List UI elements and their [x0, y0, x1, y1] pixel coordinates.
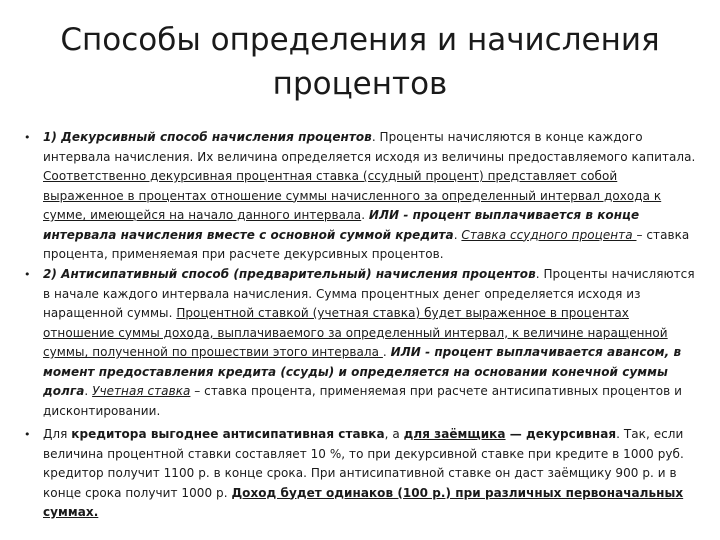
heading-decursive: 1) Декурсивный способ начисления процентов: [43, 130, 372, 144]
bullet-text-anticipative: 2) Антисипативный способ (предварительный) начисления процентов. Проценты начисляются в начале каждого интервала начисления. Сумма процентных денег определяется исходя из наращенной суммы. Процентной ставкой (учетная ставка) будет выраженное в процентах отношение суммы дохода, выплачиваемого за определенный интервал, к величине наращенной суммы, полученной по прошествии этого интервала . ИЛИ - процент выплачивается авансом, в момент предоставления кредита (ссуды) и определяется на основании конечной суммы долга. Учетная ставка – ставка процента, применяемая при расчете антисипативных процентов и дисконтировании.: [43, 267, 695, 418]
for-borrower: для заёмщика: [403, 427, 506, 441]
term-loan-interest-rate: Ставка ссудного процента: [461, 227, 637, 242]
term-discount-rate: Учетная ставка: [92, 384, 191, 398]
definition-discount-rate: Процентной ставкой (учетная ставка) будет выраженное в процентах отношение суммы дохода, выплачиваемого за определенный интервал, к величине наращенной суммы, полученной по прошествии этого интервала: [43, 306, 668, 359]
conclusion: Доход будет одинаков (100 р.) при различных первоначальных суммах.: [43, 485, 684, 519]
title-line-1: Способы определения и начисления: [60, 22, 660, 58]
bullet-dot-icon: •: [24, 268, 31, 281]
title-line-2: процентов: [272, 66, 448, 102]
borrower-benefit: — декурсивная: [505, 427, 617, 441]
bullet-text-decursive: 1) Декурсивный способ начисления процентов. Проценты начисляются в конце каждого интервала начисления. Их величина определяется исходя из величины предоставляемого капитала. Соответственно декурсивная процентная ставка (ссудный процент) представляет собой выраженное в процентах отношение суммы начисленного за определенный интервал дохода к сумме, имеющейся на начало данного интервала. ИЛИ - процент выплачивается в конце интервала начисления вместе с основной суммой кредита. Ставка ссудного процента – ставка процента, применяемая при расчете декурсивных процентов.: [43, 130, 696, 261]
slide-title: [40, 18, 680, 106]
emphasis-anticipative: ИЛИ - процент выплачивается авансом, в момент предоставления кредита (ссуды) и определяется на основании конечной суммы долга: [43, 345, 682, 398]
heading-anticipative: 2) Антисипативный способ (предварительный) начисления процентов: [43, 267, 536, 281]
bullet-dot-icon: •: [24, 131, 31, 144]
creditor-benefit: кредитора выгоднее антисипативная ставка: [71, 427, 385, 441]
bullet-text-comparison: Для кредитора выгоднее антисипативная ставка, а для заёмщика — декурсивная. Так, если величина процентной ставки составляет 10 %, то при декурсивной ставке при кредите в 1000 руб. кредитор получит 1100 р. в конце срока. При антисипативной ставке он даст заёмщику 900 р. и в конце срока получит 1000 р. Доход будет одинаков (100 р.) при различных первоначальных суммах.: [43, 427, 684, 519]
emphasis-decursive: ИЛИ - процент выплачивается в конце интервала начисления вместе с основной суммой кредита: [43, 208, 640, 242]
bullet-dot-icon: •: [24, 428, 31, 441]
definition-decursive-rate: Соответственно декурсивная процентная ставка (ссудный процент) представляет собой выраженное в процентах отношение суммы начисленного за определенный интервал дохода к сумме, имеющейся на начало данного интервала: [43, 169, 662, 222]
